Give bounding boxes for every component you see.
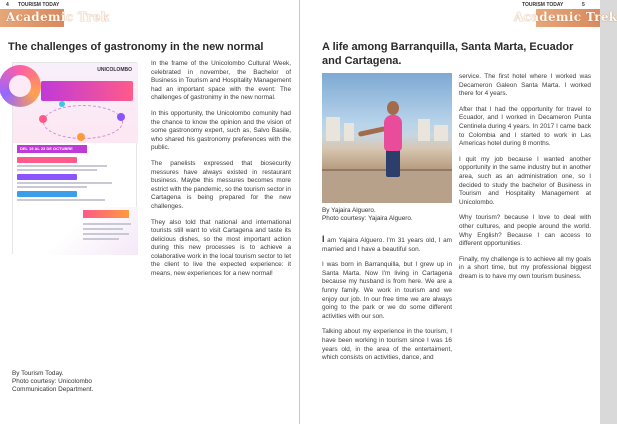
- right-page: [300, 0, 617, 424]
- left-page-number: 4: [6, 2, 9, 8]
- paragraph: service. The first hotel where I worked was Decameron Galeon Santa Marta. I worked there for 4 years.: [459, 73, 591, 98]
- poster-dot: [77, 133, 85, 141]
- right-section-title: Academic Trek: [514, 10, 617, 24]
- paragraph: The panelists expressed that biosecurity messures have always existed in restaurant business. Maybe this messures becomes more estrict with the pandemic, so the tourism sector in Cartagena is being prepared for the new challenges.: [151, 159, 291, 210]
- left-article-body: [151, 60, 291, 279]
- paragraph: In the frame of the Unicolombo Cultural Week, celebrated in november, the Bachelor of Business in Tourism and Hospitality Management had an important space with the event: The challenges of gastronimy in the new normal.: [151, 60, 291, 102]
- poster-dot: [59, 101, 65, 107]
- poster-dot: [39, 115, 47, 123]
- right-article-col2: [459, 73, 591, 281]
- right-article-col1: [322, 235, 452, 363]
- event-poster: [12, 62, 137, 254]
- paragraph: I was born in Barranquilla, but I grew up in Santa Marta. Now I'm living in Cartagena because my husband is from here. We are a funny family. We work in tourism and we enjoy our job. In our free time we are always going to the park or we do some different activities with our son.: [322, 261, 452, 320]
- poster-schedule-bar: [17, 174, 77, 180]
- paragraph: Finally, my challenge is to achieve all my goals in a short time, but my professional biggest dream is to have my own tourism business.: [459, 255, 592, 280]
- right-article-title: A life among Barranquilla, Santa Marta, Ecuador and Cartagena.: [322, 41, 574, 67]
- left-section-title: Academic Trek: [6, 10, 110, 24]
- paragraph: I quit my job because I wanted another opportunity in the same industry but in another area, such as an administration one, so I decided to study the bachelor of Business in Tourism and Hospitality Management at Unicolombo.: [459, 155, 591, 206]
- right-page-number: 5: [582, 2, 585, 8]
- paragraph: Why tourism? because I love to deal with other cultures, and people around the world. Why English? Because I can access to different opportunities.: [459, 214, 591, 248]
- poster-schedule-bar: [17, 191, 77, 197]
- drop-cap: I: [322, 234, 325, 244]
- left-article-title: The challenges of gastronomy in the new normal: [8, 41, 264, 53]
- poster-logo: UNICOLOMBO: [97, 67, 132, 73]
- paragraph: After that I had the opportunity for travel to Ecuador, and I worked in Decameron Punta Centinela during 4 years. In 2017 I came back to Colombia and I started to work in Las Americas hotel during 8 months.: [459, 105, 591, 148]
- poster-date-label: DEL 19 AL 23 DE OCTUBRE: [17, 145, 87, 153]
- paragraph: Talking about my experience in the tourism, I have been working in tourism since I was 16 years old, in the area of the entertaiment, which consists on activities, dance, and: [322, 328, 452, 362]
- right-running-header: TOURISM TODAY: [522, 2, 564, 8]
- poster-schedule-bar: [17, 157, 77, 163]
- poster-dot: [117, 113, 125, 121]
- left-running-header: TOURISM TODAY: [18, 2, 60, 8]
- poster-footer-tag: [83, 210, 129, 218]
- paragraph: I am Yajaira Alguero. I'm 31 years old, I am married and I have a beautiful son.: [322, 234, 452, 253]
- paragraph: In this opportunity, the Unicolombo comunity had the chance to know the opinion and the vision of some gastronomy expert, such as, Salvo Basile, who shared his gastronomy preferences with the public.: [151, 109, 291, 152]
- left-photo-caption: By Tourism Today. Photo courtesy: Unicolombo Communication Department.: [12, 370, 94, 394]
- paragraph: They also told that national and international tourists still want to visit Cartagena and taste its delicious dishes, so the most important action during this new processes is to achieve a colaborative work in the local tourism sector to let the client to live the expected experience: it means, new experiences for a new normal!: [151, 218, 291, 278]
- right-photo-caption: By Yajaira Alguero. Photo courtesy: Yajaira Alguero.: [322, 207, 413, 223]
- left-page: [0, 0, 300, 424]
- portrait-photo: [322, 73, 452, 203]
- poster-heading-banner: [41, 81, 133, 101]
